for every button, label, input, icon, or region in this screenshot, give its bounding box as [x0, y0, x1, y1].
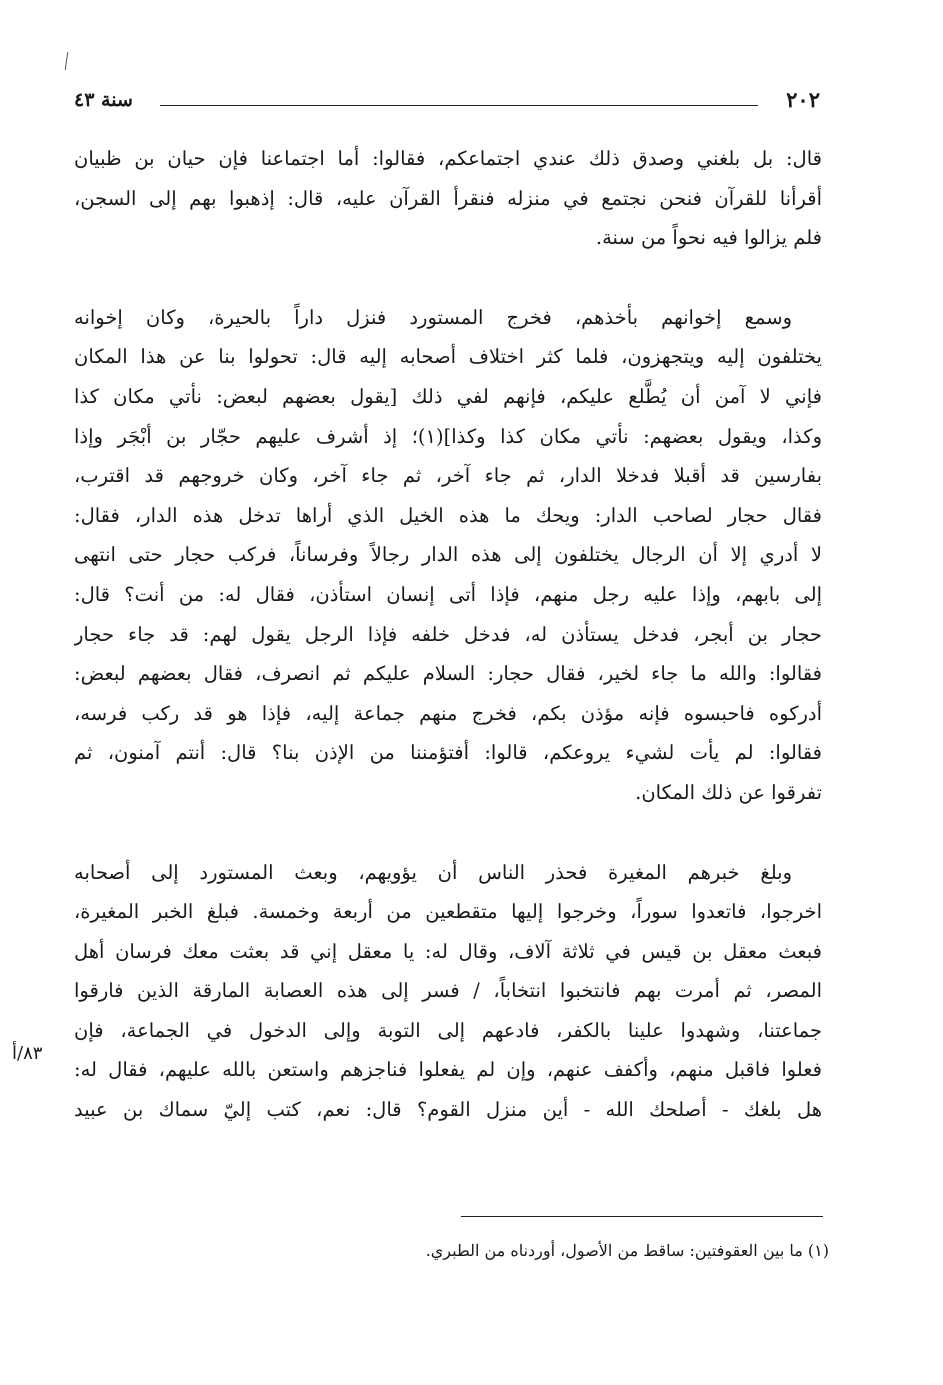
- main-text: [74, 139, 822, 1130]
- text-line: وسمع إخوانهم بأخذهم، فخرج المستورد فنزل داراً بالحيرة، وكان إخوانه: [74, 305, 792, 329]
- text-line: وبلغ خبرهم المغيرة فحذر الناس أن يؤويهم، وبعث المستورد إلى أصحابه: [74, 860, 792, 884]
- page-header: [74, 86, 820, 116]
- text-line: فقال حجار لصاحب الدار: ويحك ما هذه الخيل الذي أراها تدخل هذه الدار، فقال:: [74, 503, 822, 527]
- text-line: فعلوا فاقبل منهم، وأكفف عنهم، وإن لم يفعلوا فناجزهم واستعن بالله عليهم، فقال له:: [74, 1058, 822, 1082]
- manuscript-folio-note: ٨٣/أ: [12, 1043, 43, 1064]
- text-line: إلى بابهم، وإذا عليه رجل منهم، فإذا أتى إنسان استأذن، فقال له: من أنت؟ قال:: [74, 582, 822, 606]
- text-line: تفرقوا عن ذلك المكان.: [635, 780, 822, 804]
- text-line: أدركوه فاحبسوه فإنه مؤذن بكم، فخرج منهم جماعة إليه، فإذا هو قد ركب فرسه،: [74, 701, 822, 725]
- paragraph-3: [74, 853, 822, 1130]
- text-line: فبعث معقل بن قيس في ثلاثة آلاف، وقال له: يا معقل إني قد بعثت معك فرسان أهل: [74, 939, 822, 963]
- text-line: حجار بن أبجر، فدخل يستأذن له، فدخل خلفه فإذا الرجل يقول لهم: قد جاء حجار: [74, 622, 822, 646]
- page-number: ٢٠٢: [786, 87, 820, 112]
- text-line: بفارسين قد أقبلا فدخلا الدار، ثم جاء آخر، ثم جاء آخر، وكان خروجهم قد اقترب،: [74, 464, 822, 488]
- text-line: لا أدري إلا أن الرجال يختلفون إلى هذه الدار رجالاً وفرساناً، فركب حجار حتى انتهى: [74, 543, 822, 567]
- text-line: قال: بل بلغني وصدق ذلك عندي اجتماعكم، فقالوا: أما اجتماعنا فإن حيان بن ظبيان: [74, 147, 822, 170]
- text-line: فلم يزالوا فيه نحواً من سنة.: [595, 226, 822, 250]
- paragraph-1: [74, 139, 822, 258]
- text-line: وكذا، ويقول بعضهم: نأتي مكان كذا وكذا](١)؛ إذ أشرف عليهم حجّار بن أبْجَر وإذا: [74, 424, 822, 448]
- header-rule: [160, 105, 758, 106]
- paragraph-2: [74, 298, 822, 813]
- text-line: فقالوا: والله ما جاء لخير، فقال حجار: السلام عليكم ثم انصرف، فقال بعضهم لبعض:: [74, 662, 822, 686]
- text-line: اخرجوا، فاتعدوا سوراً، وخرجوا إليها متقطعين من أربعة وخمسة. فبلغ الخبر المغيرة،: [74, 900, 822, 924]
- text-line: يختلفون إليه ويتجهزون، فلما كثر اختلاف أصحابه إليه قال: تحولوا بنا عن هذا المكان: [74, 345, 822, 369]
- text-line: هل بلغك - أصلحك الله - أين منزل القوم؟ قال: نعم، كتب إليّ سماك بن عبيد: [74, 1098, 822, 1122]
- margin-pen-mark: [65, 52, 68, 70]
- text-line: فقالوا: لم يأت لشيء يروعكم، قالوا: أفتؤمننا من الإذن بنا؟ قال: أنتم آمنون، ثم: [74, 741, 822, 765]
- text-line: فإني لا آمن أن يُطَّلع عليكم، فإنهم لفي ذلك [يقول بعضهم لبعض: نأتي مكان كذا: [74, 384, 822, 408]
- text-line: جماعتنا، وشهدوا علينا بالكفر، فادعهم إلى التوبة وإلى الدخول في الجماعة، فإن: [74, 1018, 822, 1042]
- text-line: المصر، ثم أمرت بهم فانتخبوا انتخاباً، / فسر إلى هذه العصابة المارقة الذين فارقوا: [74, 979, 822, 1003]
- footnote: (١) ما بين العقوفتين: ساقط من الأصول، أوردناه من الطبري.: [425, 1241, 829, 1260]
- running-head-year: سنة ٤٣: [74, 89, 133, 111]
- text-line: أقرأنا للقرآن فنحن نجتمع في منزله فنقرأ القرآن عليه، قال: إذهبوا بهم إلى السجن،: [74, 186, 822, 210]
- footnote-rule: [461, 1216, 823, 1217]
